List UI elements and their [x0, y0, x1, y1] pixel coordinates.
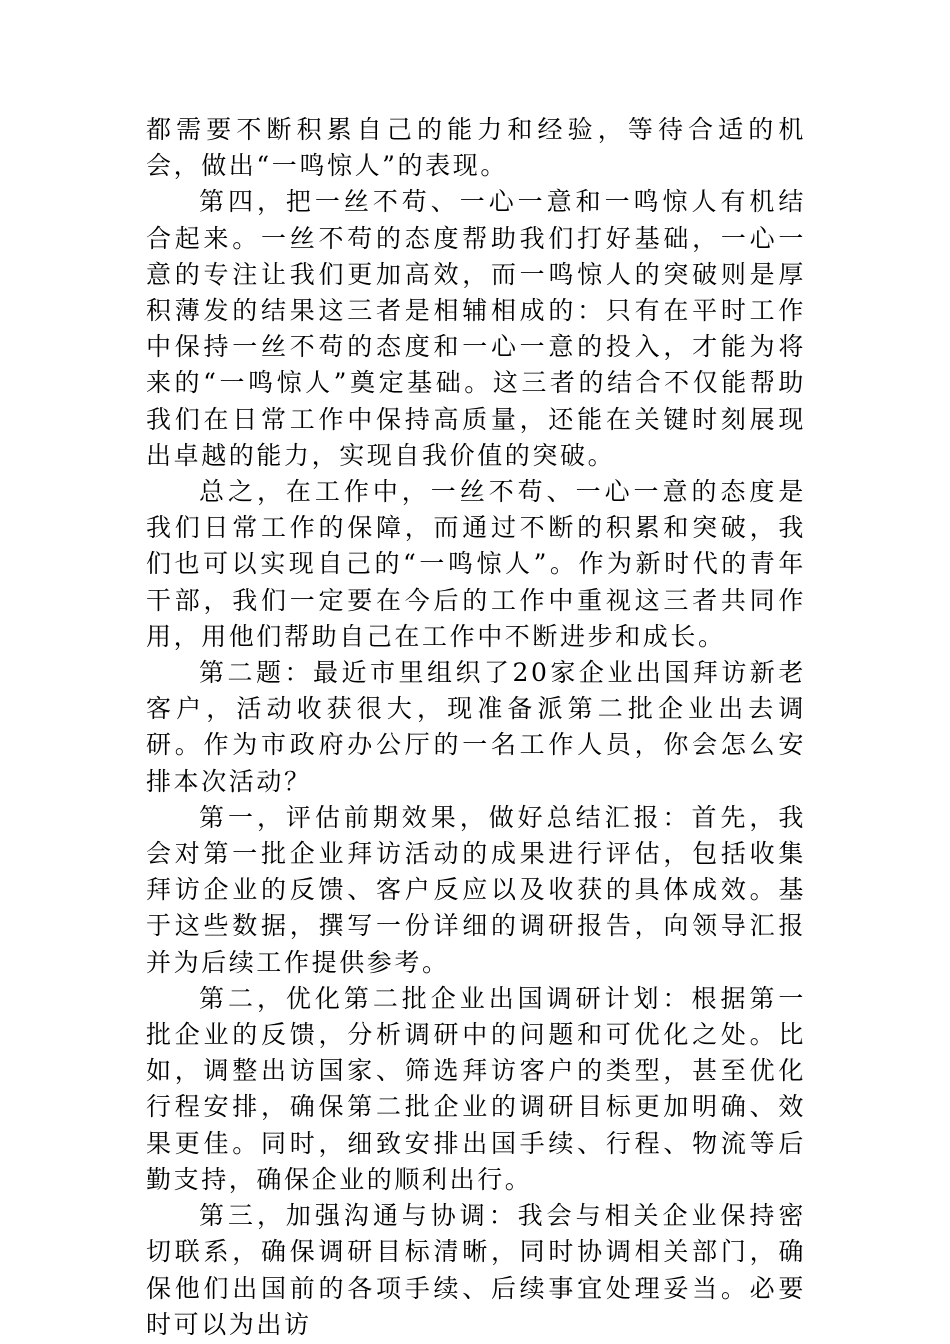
- document-body: [146, 112, 806, 1343]
- paragraph-point-four: 第四，把一丝不苟、一心一意和一鸣惊人有机结合起来。一丝不苟的态度帮助我们打好基础，一心一意的专注让我们更加高效，而一鸣惊人的突破则是厚积薄发的结果这三者是相辅相成的：只有在平时工作中保持一丝不苟的态度和一心一意的投入，才能为将来的“一鸣惊人”奠定基础。这三者的结合不仅能帮助我们在日常工作中保持高质量，还能在关键时刻展现出卓越的能力，实现自我价值的突破。: [146, 187, 806, 470]
- paragraph-step-three: 第三，加强沟通与协调：我会与相关企业保持密切联系，确保调研目标清晰，同时协调相关部门，确保他们出国前的各项手续、后续事宜处理妥当。必要时可以为出访: [146, 1201, 806, 1339]
- paragraph-summary: 总之，在工作中，一丝不苟、一心一意的态度是我们日常工作的保障，而通过不断的积累和突破，我们也可以实现自己的“一鸣惊人”。作为新时代的青年干部，我们一定要在今后的工作中重视这三者共同作用，用他们帮助自己在工作中不断进步和成长。: [146, 477, 806, 651]
- paragraph-question-two: 第二题：最近市里组织了20家企业出国拜访新老客户，活动收获很大，现准备派第二批企业出去调研。作为市政府办公厅的一名工作人员，你会怎么安排本次活动？: [146, 658, 806, 796]
- paragraph-step-two: 第二，优化第二批企业出国调研计划：根据第一批企业的反馈，分析调研中的问题和可优化之处。比如，调整出访国家、筛选拜访客户的类型，甚至优化行程安排，确保第二批企业的调研目标更加明确、效果更佳。同时，细致安排出国手续、行程、物流等后勤支持，确保企业的顺利出行。: [146, 983, 806, 1194]
- paragraph-continuation: 都需要不断积累自己的能力和经验，等待合适的机会，做出“一鸣惊人”的表现。: [146, 115, 806, 181]
- paragraph-step-one: 第一，评估前期效果，做好总结汇报：首先，我会对第一批企业拜访活动的成果进行评估，包括收集拜访企业的反馈、客户反应以及收获的具体成效。基于这些数据，撰写一份详细的调研报告，向领导汇报并为后续工作提供参考。: [146, 802, 806, 977]
